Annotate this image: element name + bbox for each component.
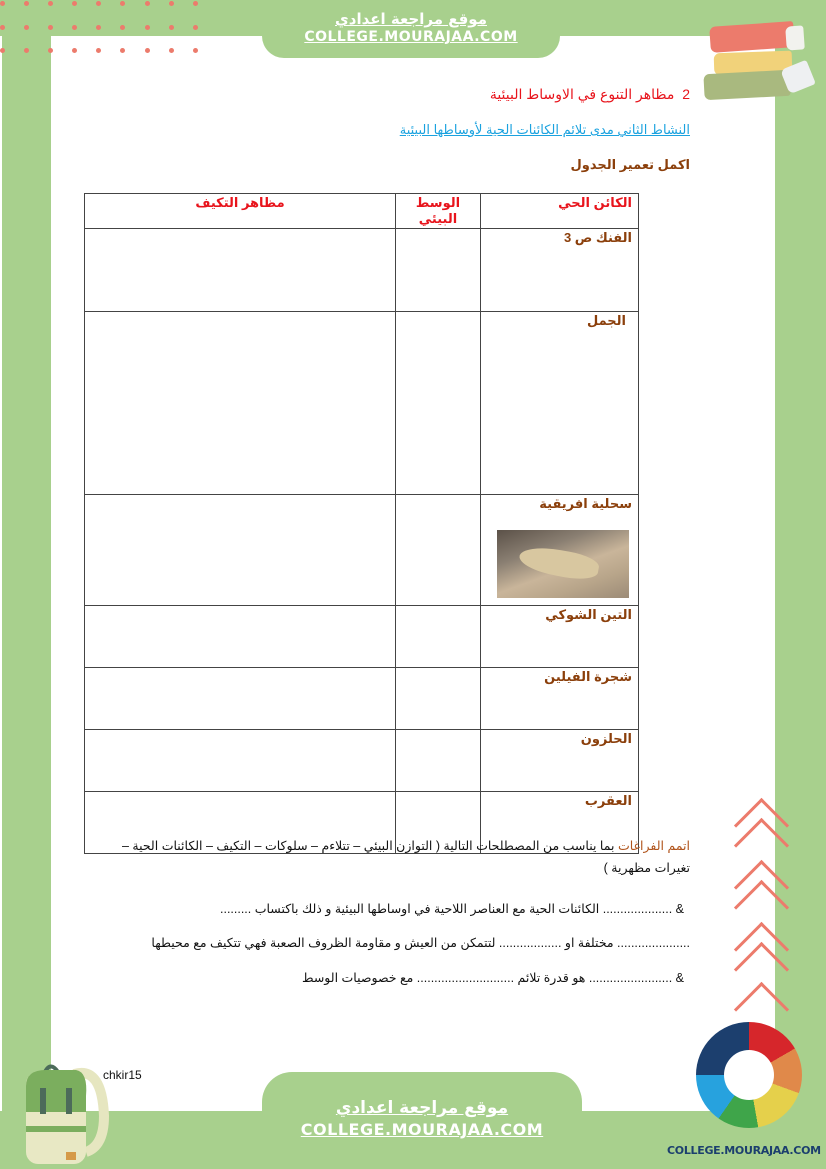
fill-blanks-instruction	[96, 835, 690, 879]
frame-left-strip	[2, 0, 51, 1169]
environment-cell[interactable]	[396, 668, 481, 730]
organism-cell	[481, 495, 639, 606]
organism-cell: الفنك ص 3	[481, 229, 639, 312]
environment-cell[interactable]	[396, 312, 481, 495]
organism-cell: الحلزون	[481, 730, 639, 792]
books-stack-icon	[700, 12, 820, 102]
site-banner-bottom[interactable]	[262, 1072, 582, 1169]
fill-blanks-highlight: اتمم الفراغات	[617, 839, 690, 853]
decorative-dots	[0, 0, 210, 60]
table-row	[85, 495, 639, 606]
site-url[interactable]: COLLEGE.MOURAJAA.COM	[300, 1120, 544, 1139]
logo-label[interactable]: COLLEGE.MOURAJAA.COM	[667, 1144, 821, 1157]
chevron-up-decoration-icon	[734, 792, 804, 1032]
site-name-arabic: موقع مراجعة اعدادي	[335, 1098, 509, 1118]
adaptation-table	[84, 193, 639, 854]
environment-cell[interactable]	[396, 495, 481, 606]
backpack-icon	[16, 1056, 116, 1166]
adaptation-cell[interactable]	[85, 668, 396, 730]
fill-blank-sentence-1[interactable]: & .................... الكائنات الحية مع العناصر اللاحية في اوساطها البيئية و ذلك باكتساب .........	[220, 902, 684, 916]
site-name-arabic: موقع مراجعة اعدادي	[335, 10, 487, 28]
adaptation-cell[interactable]	[85, 229, 396, 312]
organism-cell: العقرب	[481, 792, 639, 854]
organism-cell: التين الشوكي	[481, 606, 639, 668]
table-row	[85, 606, 639, 668]
adaptation-cell[interactable]	[85, 312, 396, 495]
adaptation-cell[interactable]	[85, 495, 396, 606]
section-heading	[490, 86, 690, 103]
table-row	[85, 312, 639, 495]
adaptation-cell[interactable]	[85, 730, 396, 792]
site-url[interactable]: COLLEGE.MOURAJAA.COM	[304, 29, 518, 45]
header-environment: الوسط البيئي	[396, 194, 481, 229]
organism-label: سحلية افريقية	[539, 496, 632, 511]
table-row	[85, 229, 639, 312]
adaptation-cell[interactable]	[85, 606, 396, 668]
environment-cell[interactable]	[396, 229, 481, 312]
table-row	[85, 730, 639, 792]
fill-blanks-terms: بما يناسب من المصطلحات التالية ( التوازن البيئي – تتلاءم – سلوكات – التكيف – الكائنات الحية – تغيرات مظهرية )	[121, 839, 690, 875]
section-title: مظاهر التنوع في الاوساط البيئية	[489, 86, 675, 102]
site-banner-top[interactable]	[262, 0, 560, 58]
environment-cell[interactable]	[396, 606, 481, 668]
organism-cell	[481, 312, 639, 495]
table-instruction: اكمل تعمير الجدول	[570, 157, 690, 172]
organism-cell: شجرة الفيلين	[481, 668, 639, 730]
environment-cell[interactable]	[396, 730, 481, 792]
header-organism: الكائن الحي	[481, 194, 639, 229]
fill-blank-sentence-2[interactable]: ..................... مختلفة او .................. لتتمكن من العيش و مقاومة الظروف الصعبة فهي تتكيف مع محيطها	[151, 936, 690, 950]
activity-title-link[interactable]: النشاط الثاني مدى تلائم الكائنات الحية لأوساطها البيئية	[399, 122, 690, 137]
lizard-photo	[497, 530, 629, 598]
table-header-row	[85, 194, 639, 229]
author-credit: chkir15	[103, 1068, 142, 1082]
organism-label: الجمل	[586, 313, 626, 328]
fill-blank-sentence-3[interactable]: & ........................ هو قدرة تلائم ............................ مع خصوصيات الوسط	[301, 971, 684, 985]
section-number: 2	[682, 86, 690, 102]
header-adaptation: مظاهر التكيف	[85, 194, 396, 229]
table-row	[85, 668, 639, 730]
education-wheel-logo-icon	[696, 1022, 802, 1128]
